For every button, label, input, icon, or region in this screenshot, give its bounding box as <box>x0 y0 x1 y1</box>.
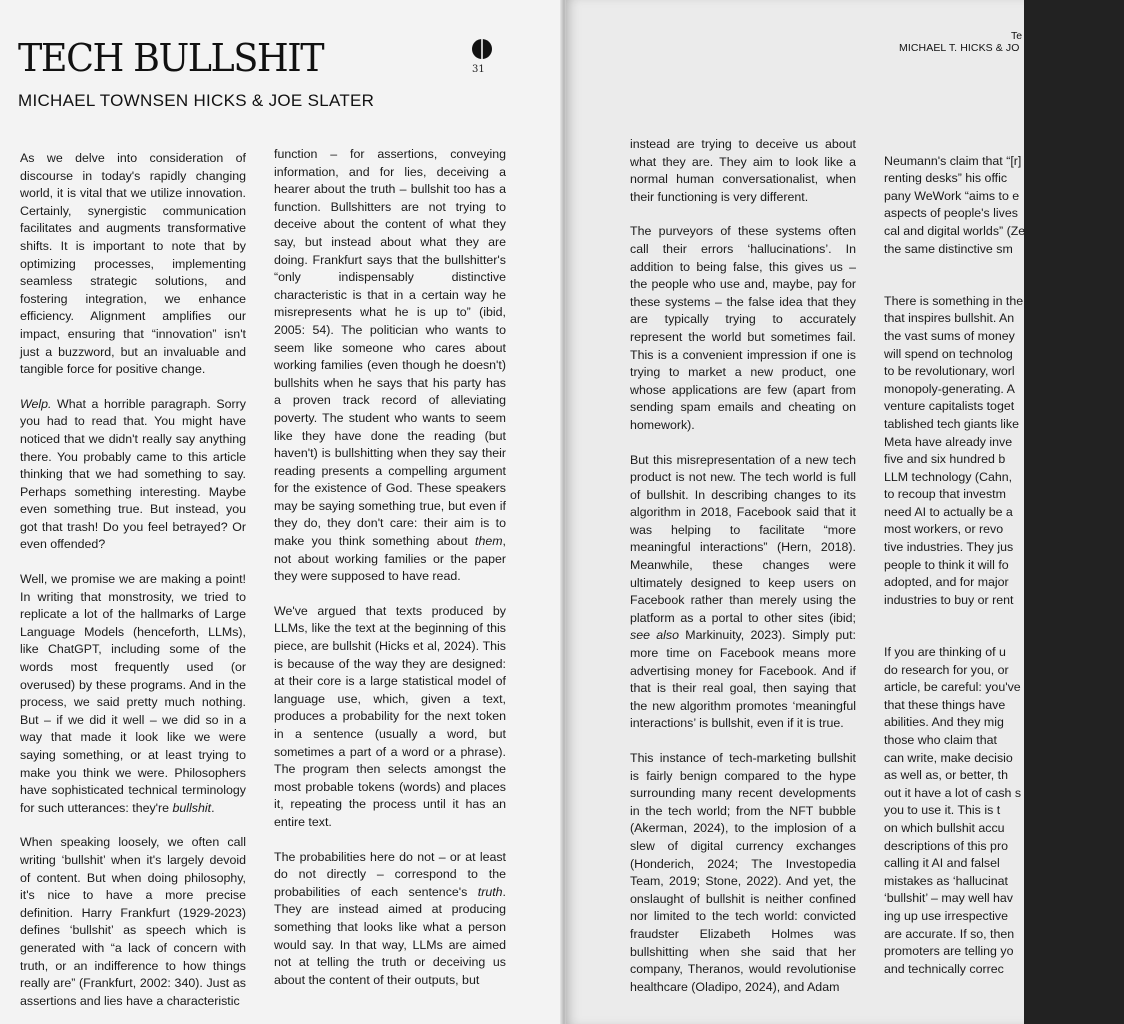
running-head-title: Te <box>1011 30 1023 42</box>
text-column-3 <box>630 136 857 994</box>
paragraph: We've argued that texts produced by LLMs, like the text at the beginning of this piece, are bullshit (Hicks et al, 2024). This is because of the way they are designed: at their core is a large statistical model of language use, which, given a text, produces a probability for the next token in a sentence (usually a word, but sometimes a part of a word or a phrase). The program then selects amongst the most probable tokens (words) and places it, repeating the process until it has an entire text. <box>274 603 506 829</box>
article-authors: MICHAEL TOWNSEN HICKS & JOE SLATER <box>18 91 375 110</box>
emphasis: bullshit <box>172 800 212 815</box>
paragraph <box>630 452 856 734</box>
paragraph-text: The probabilities here do not – or at least do not directly – correspond to the probabilities of each sentence's <box>274 849 506 899</box>
paragraph-text: , not about working families or the paper they were supposed to have read. <box>274 534 506 584</box>
paragraph-text: . <box>211 800 215 815</box>
paragraph: If you are thinking of u do research for you, or article, be careful: you've that these things have abilities. And they mig those who claim that can write, make decisio as well as, or better, th out it have a lot of cash s you to use it. This is t on which bullshit accu descriptions of this pro calling it AI and falsel mistakes as ‘hallucinat ‘bullshit’ – may well hav ing up use irrespective are accurate. If so, then promoters are telling yo and technically correc <box>884 645 1022 976</box>
emphasis: Welp. <box>20 396 52 411</box>
paragraph <box>20 396 246 554</box>
paragraph-text: Well, we promise we are making a point! In writing that monstrosity, we tried to replicate a lot of the hallmarks of Large Language Models (henceforth, LLMs), like ChatGPT, including some of the words most frequently used (or overused) by these programs. And in the process, we said pretty much nothing. But – if we did it well – we did so in a way that made it look like we were saying something, or at least trying to make you think we were. Philosophers have sophisticated technical terminology for such utterances: they're <box>20 572 246 815</box>
text-column-1 <box>20 150 246 1008</box>
right-page <box>566 0 1024 1024</box>
paragraph: This instance of tech-marketing bullshit is fairly benign compared to the hype surrounding many recent developments in the tech world; from the NFT bubble (Akerman, 2024), to the implosion of a slew of digital currency exchanges (Honderich, 2024; The Investopedia Team, 2019; Stone, 2022). And yet, the onslaught of bullshit is neither confined nor limited to the tech world: convicted fraudster Elizabeth Holmes was bullshitting when she said that her company, Theranos, would revolutionise healthcare (Oladipo, 2024), and Adam <box>630 751 856 994</box>
text-column-4 <box>884 135 1124 987</box>
paragraph-text: But this misrepresentation of a new tech product is not new. The tech world is full of bullshit. In describing changes to its algorithm in 2018, Facebook said that it was helping to facilitate “more meaningful interactions” (Hern, 2018). Meanwhile, these changes were ultimately designed to keep users on Facebook rather than merely using the platform as a portal to other sites (ibid; <box>630 452 856 625</box>
paragraph: As we delve into consideration of discourse in today's rapidly changing world, it is vital that we utilize innovation. Certainly, synergistic communication facilitates and augments transformative shifts. It is important to note that by optimizing processes, implementing seamless strategic solutions, and fostering integration, we enhance efficiency. Alignment amplifies our impact, ensuring that “innovation” isn't just a buzzword, but an invaluable and tangible force for positive change. <box>20 151 246 377</box>
paragraph-text: Markinuity, 2023). Simply put: more time on Facebook means more advertising money for Facebook. And if that is their real goal, then saying that the new algorithm promotes ‘meaningful interactions’ is bullshit, even if it is true. <box>630 628 857 731</box>
paragraph: instead are trying to deceive us about what they are. They aim to look like a normal human conversationalist, when their functioning is very different. <box>630 137 856 204</box>
emphasis: them <box>475 534 503 549</box>
paragraph <box>274 849 506 990</box>
running-head <box>899 30 1024 54</box>
paragraph: When speaking loosely, we often call writing ‘bullshit’ when it's largely devoid of content. But when doing philosophy, it's nice to have a more precise definition. Harry Frankfurt (1929-2023) defines ‘bullshit’ as speech which is generated with “a lack of concern with truth, or an indifference to how things really are” (Frankfurt, 2002: 340). Just as assertions and lies have a characteristic <box>20 835 246 1008</box>
paragraph-text: . They are instead aimed at producing something that looks like what a person would say. In that way, LLMs are aimed not at telling the truth or deceiving us about the content of their outputs, but <box>274 884 506 987</box>
paragraph-text: What a horrible paragraph. Sorry you had to read that. You might have noticed that we didn't really say anything there. You probably came to this article thinking that we had something to say. Perhaps something interesting. Maybe even something true. But instead, you got that trash! Do you feel betrayed? Or even offended? <box>20 396 246 552</box>
paragraph: There is something in the that inspires bullshit. An the vast sums of money will spend on technolog to be revolutionary, worl monopoly-generating. A venture capitalists toget tablished tech giants like Meta have already inve five and six hundred b LLM technology (Cahn, to recoup that investm need AI to actually be a most workers, or revo tive industries. They jus people to think it will fo adopted, and for major industries to buy or rent <box>884 293 1024 607</box>
paragraph <box>20 571 246 817</box>
emphasis: truth <box>477 884 503 899</box>
article-title: TECH BULLSHIT <box>18 36 324 80</box>
paragraph: Neumann's claim that “[r] renting desks” his offic pany WeWork “aims to e aspects of people's lives cal and digital worlds” (Ze the same distinctive sm <box>884 153 1026 256</box>
text-column-2 <box>274 146 506 1002</box>
paragraph-text: function – for assertions, conveying information, and for lies, deceiving a hearer about the truth – bullshit too has a function. Bullshitters are not trying to deceive about the content of what they say, but instead about what they are doing. Frankfurt says that the bullshitter's “only indispensably distinctive characteristic is that in a certain way he misrepresents what he is up to” (ibid, 2005: 54). The politician who wants to seem like someone who cares about working families (even though he doesn't) bullshits when he says that his party has a proven track record of alleviating poverty. The student who wants to seem like they have done the reading (but haven't) is bullshitting when they say their reading presents a compelling argument for the existence of God. These speakers may be saying something true, but even if they do, they don't care: their aim is to make you think something about <box>274 147 506 549</box>
emphasis: see also <box>630 628 679 643</box>
half-circle-mark-icon <box>471 38 493 60</box>
paragraph <box>274 146 506 586</box>
paragraph: The purveyors of these systems often call their errors ‘hallucinations’. In addition to being false, this gives us – the people who use and, maybe, pay for these systems – the false idea that they are typically trying to accurately represent the world but sometimes fail. This is a convenient impression if one is trying to market a new product, one whose applications are few (apart from sending spam emails and cheating on homework). <box>630 224 856 432</box>
page-number: 31 <box>472 64 485 75</box>
running-head-authors: MICHAEL T. HICKS & JO <box>899 42 1020 54</box>
